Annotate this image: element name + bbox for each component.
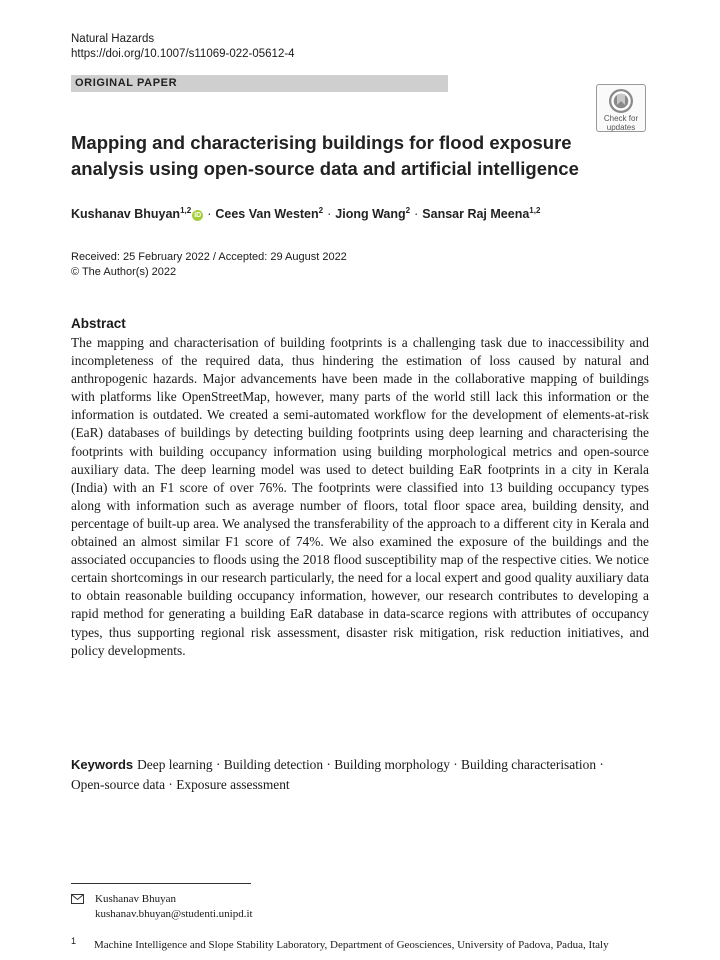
- badge-line-2: updates: [606, 123, 636, 132]
- affiliation-text: Machine Intelligence and Slope Stability Laboratory, Department of Geosciences, University of Padova, Padua, Italy: [94, 939, 609, 951]
- crossmark-icon: [608, 88, 634, 114]
- affiliation-number: 1: [71, 936, 77, 946]
- author-list: [71, 206, 540, 221]
- author-separator: ·: [327, 207, 332, 222]
- author-affiliation: 1,2: [529, 206, 541, 215]
- author-affiliation: 1,2: [180, 206, 192, 215]
- author-name[interactable]: Jiong Wang: [335, 207, 406, 222]
- received-accepted-dates: Received: 25 February 2022 / Accepted: 29 August 2022: [71, 251, 347, 263]
- journal-name: Natural Hazards: [71, 33, 155, 45]
- orcid-icon[interactable]: iD: [194, 212, 202, 220]
- abstract-text: The mapping and characterisation of building footprints is a challenging task due to inaccessibility and incompleteness of the required data, thus hindering the estimation of loss caused by natural and anthropogenic hazards. Major advancements have been made in the collaborative mapping of buildings with platforms like OpenStreetMap, however, many parts of the world still lack this information or the information is outdated. We created a semi-automated workflow for the development of elements-at-risk (EaR) databases of buildings by detecting building footprints using deep learning and characterising the footprints with building occupancy information using building morphological metrics and open-source auxiliary data. The deep learning model was used to detect building EaR footprints in a city in Kerala (India) with an F1 score of over 76%. The footprints were classified into 13 building occupancy types along with information such as average number of floors, total floor space area, building density, and percentage of built-up area. We analysed the transferability of the approach to a different city in Kerala and obtained an almost similar F1 score of 74%. We also examined the exposure of the buildings and the associated occupancies to floods using the 2018 flood susceptibility map of the respective cities. We notice certain shortcomings in our research particularly, the need for a local expert and good quality auxiliary data to obtain reasonable building occupancy information, however, our research contributes to developing a rapid method for generating a building EaR database in data-scarce regions with attributes of occupancy types, thus supporting regional risk assessment, disaster risk mitigation, risk reduction initiatives, and policy developments.: [71, 335, 649, 658]
- copyright-notice: © The Author(s) 2022: [71, 266, 177, 278]
- doi-link[interactable]: https://doi.org/10.1007/s11069-022-05612-4: [71, 48, 295, 60]
- author-separator: ·: [207, 207, 212, 222]
- keywords-section: [71, 755, 631, 795]
- abstract-heading: Abstract: [71, 316, 126, 331]
- footnote-rule: [71, 883, 251, 884]
- corresponding-author-email[interactable]: kushanav.bhuyan@studenti.unipd.it: [95, 908, 253, 920]
- keywords-list: Deep learning · Building detection · Building morphology · Building characterisation · Open-source data · Exposure assessment: [71, 757, 604, 792]
- paper-title: Mapping and characterising buildings for flood exposure analysis using open-source data and artificial intelligence: [71, 132, 579, 179]
- corresponding-author-name: Kushanav Bhuyan: [95, 893, 176, 905]
- article-type-bar: ORIGINAL PAPER: [71, 75, 448, 92]
- author-name[interactable]: Sansar Raj Meena: [422, 207, 530, 222]
- keywords-heading: Keywords: [71, 757, 134, 772]
- author-name[interactable]: Kushanav Bhuyan: [71, 207, 181, 222]
- author-separator: ·: [414, 207, 419, 222]
- author-name[interactable]: Cees Van Westen: [215, 207, 319, 222]
- author-affiliation: 2: [318, 206, 324, 215]
- badge-line-1: Check for: [603, 114, 639, 123]
- envelope-icon: [71, 894, 84, 904]
- check-for-updates-badge[interactable]: [596, 84, 646, 132]
- author-affiliation: 2: [405, 206, 411, 215]
